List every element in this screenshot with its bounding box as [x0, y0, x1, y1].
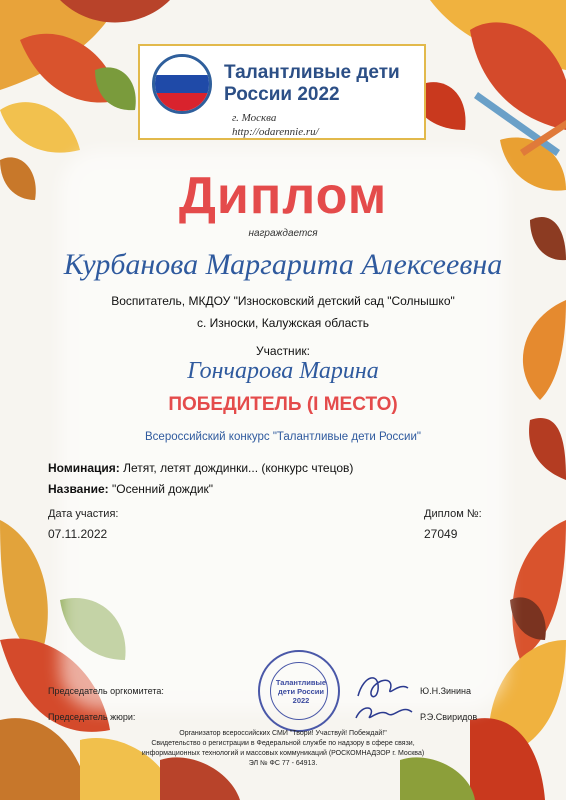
- date-label: Дата участия:: [48, 508, 119, 520]
- awarded-label: награждается: [248, 228, 318, 239]
- recipient-name: Курбанова Маргарита Алексеевна: [63, 248, 503, 281]
- event-badge: [138, 44, 426, 140]
- brand-line-2: России 2022: [224, 84, 340, 105]
- footer-line-4: ЭЛ № ФС 77 - 64913.: [248, 760, 318, 767]
- chair-org-label: Председатель оргкомитета:: [48, 686, 164, 696]
- brand-line-1: Талантливые дети: [224, 62, 400, 83]
- chair-jury-name: Р.Э.Свиридов: [420, 712, 478, 722]
- diploma-number-label: Диплом №:: [424, 508, 482, 520]
- event-brand: [224, 62, 400, 106]
- diploma-number-value: 27049: [424, 527, 458, 541]
- recipient-position: Воспитатель, МКДОУ "Износковский детский сад "Солнышко": [111, 294, 455, 308]
- chair-org-name: Ю.Н.Зинина: [420, 686, 472, 696]
- stamp-line-2: дети России: [277, 687, 325, 696]
- stamp-line-1: Талантливые: [275, 678, 327, 687]
- russian-flag-icon: [152, 54, 212, 114]
- work-title-row: [48, 482, 213, 496]
- work-title-label: Название:: [48, 482, 109, 496]
- footer-line-1: Организатор всероссийских СМИ "Твори! Участвуй! Побеждай!": [179, 730, 387, 737]
- nomination-label: Номинация:: [48, 461, 120, 475]
- diploma-title: Диплом: [178, 167, 388, 225]
- footer-line-3: информационных технологий и массовых коммуникаций (РОСКОМНАДЗОР г. Москва): [141, 750, 425, 757]
- recipient-location: с. Износки, Калужская область: [197, 316, 369, 330]
- stamp-line-3: 2022: [292, 696, 310, 705]
- footer-line-2: Свидетельство о регистрации в Федеральной службе по надзору в сфере связи,: [151, 740, 415, 747]
- city-label: г. Москва: [232, 112, 277, 124]
- date-value: 07.11.2022: [48, 527, 108, 541]
- nomination-value: Летят, летят дождинки... (конкурс чтецов): [123, 461, 354, 475]
- participant-name: Гончарова Марина: [187, 358, 379, 384]
- participant-label: Участник:: [256, 344, 310, 358]
- signatures-handwritten: [350, 666, 420, 726]
- official-stamp: [258, 650, 340, 732]
- website-link[interactable]: http://odarennie.ru/: [232, 126, 319, 138]
- result-title: ПОБЕДИТЕЛЬ (I МЕСТО): [168, 394, 398, 415]
- nomination-row: [48, 461, 353, 475]
- chair-jury-label: Председатель жюри:: [48, 712, 136, 722]
- work-title-value: "Осенний дождик": [111, 482, 214, 496]
- contest-name: Всероссийский конкурс "Талантливые дети России": [145, 431, 421, 443]
